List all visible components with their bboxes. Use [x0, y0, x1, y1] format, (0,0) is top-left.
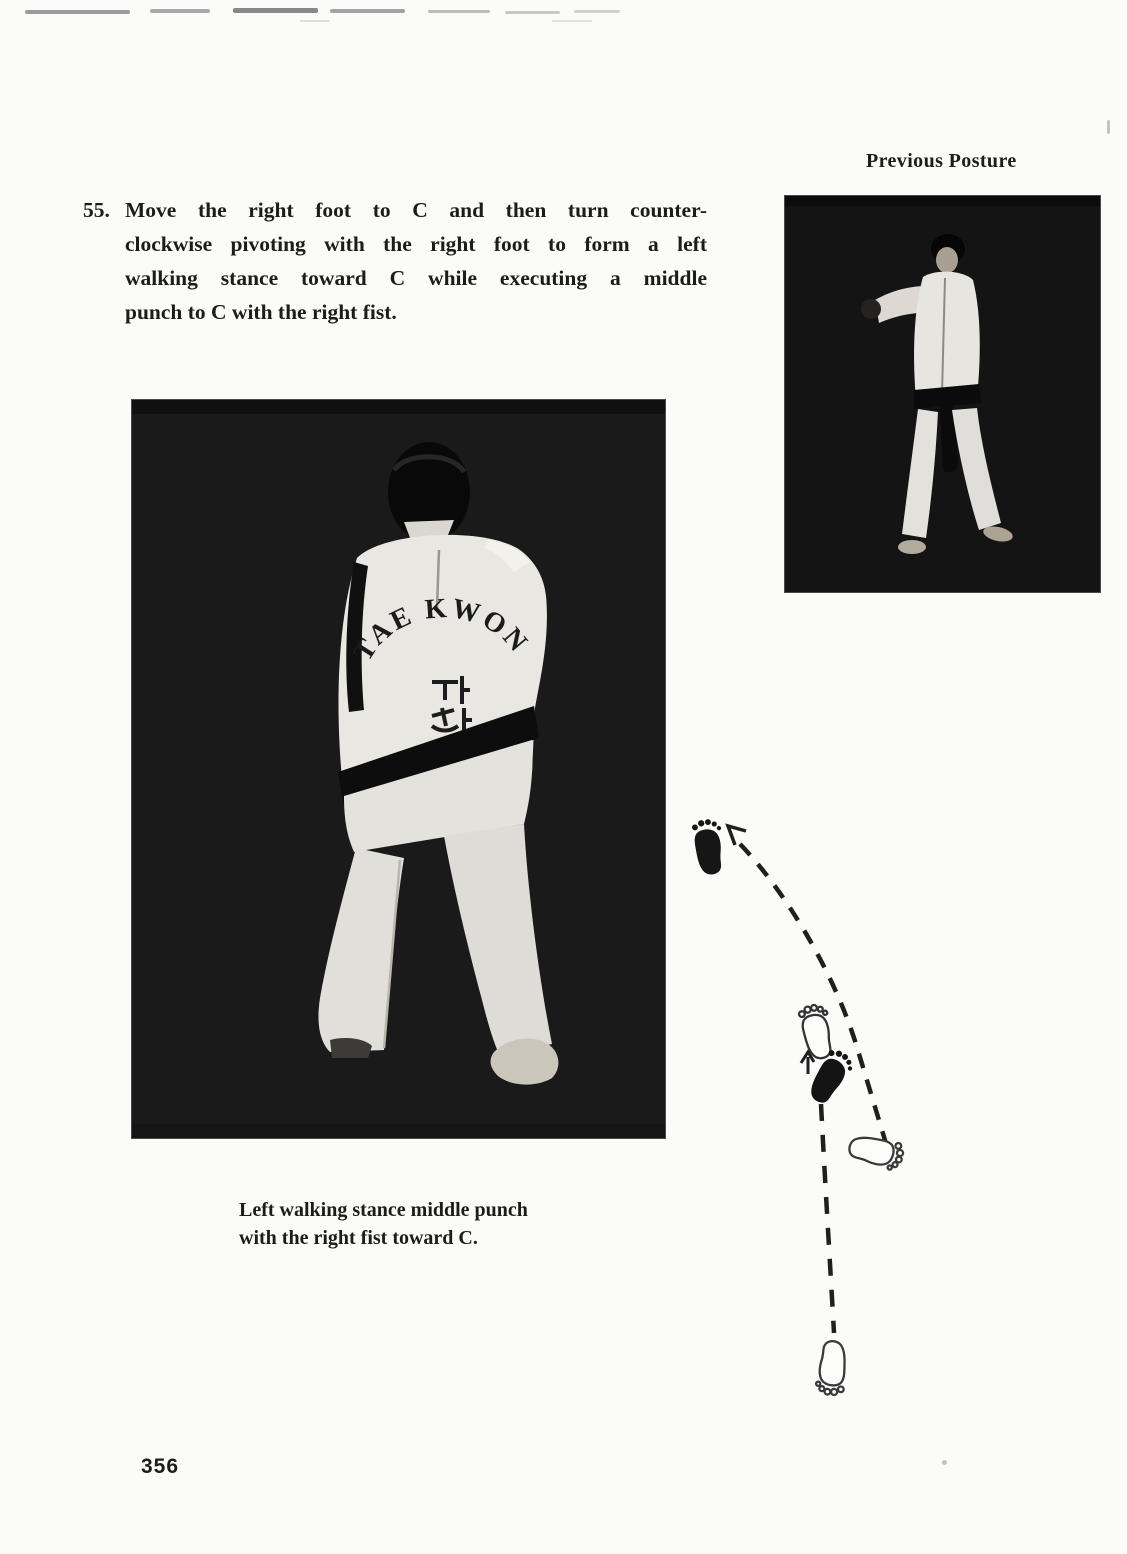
scan-artifact [233, 8, 318, 13]
figure-foot [898, 540, 926, 554]
previous-posture-photo [785, 196, 1100, 592]
main-figure [132, 400, 665, 1138]
scan-artifact [300, 20, 330, 22]
movement-dashed-curve [740, 844, 887, 1147]
instruction-text [125, 193, 707, 329]
main-photo [132, 400, 665, 1138]
figure-fist [861, 299, 881, 319]
page-number: 356 [141, 1455, 180, 1478]
footprint-previous-right-foot [847, 1135, 905, 1172]
arrowhead [728, 826, 746, 845]
instruction-number: 55. [83, 198, 110, 222]
instruction-line: punch to C with the right fist. [125, 300, 397, 324]
figure-jacket [914, 272, 980, 399]
instruction-line: Move the right foot to C and then turn counter- [125, 198, 707, 222]
scan-artifact [150, 9, 210, 13]
stance-dashed-line [821, 1104, 834, 1333]
caption-line: Left walking stance middle punch [239, 1199, 528, 1221]
scan-artifact [574, 10, 620, 13]
footwork-diagram [680, 800, 960, 1430]
footprint-destination-left-foot [691, 817, 729, 877]
scan-artifact [428, 10, 490, 13]
instruction-line: clockwise pivoting with the right foot to form a left [125, 232, 707, 256]
scan-artifact [1107, 120, 1110, 134]
caption-line: with the right fist toward C. [239, 1227, 478, 1249]
footprint-starting-foot [816, 1341, 846, 1396]
previous-posture-label: Previous Posture [866, 150, 1017, 172]
scan-artifact [505, 11, 560, 14]
scan-artifact [330, 9, 405, 13]
instruction-line: walking stance toward C while executing a middle [125, 266, 707, 290]
figure-face [936, 247, 958, 273]
previous-posture-figure [785, 196, 1100, 592]
scan-artifact [25, 10, 130, 14]
photo-caption [239, 1196, 528, 1252]
scan-speck [942, 1460, 947, 1465]
scan-artifact [552, 20, 592, 22]
jacket-text: TAE KWON [347, 592, 536, 667]
